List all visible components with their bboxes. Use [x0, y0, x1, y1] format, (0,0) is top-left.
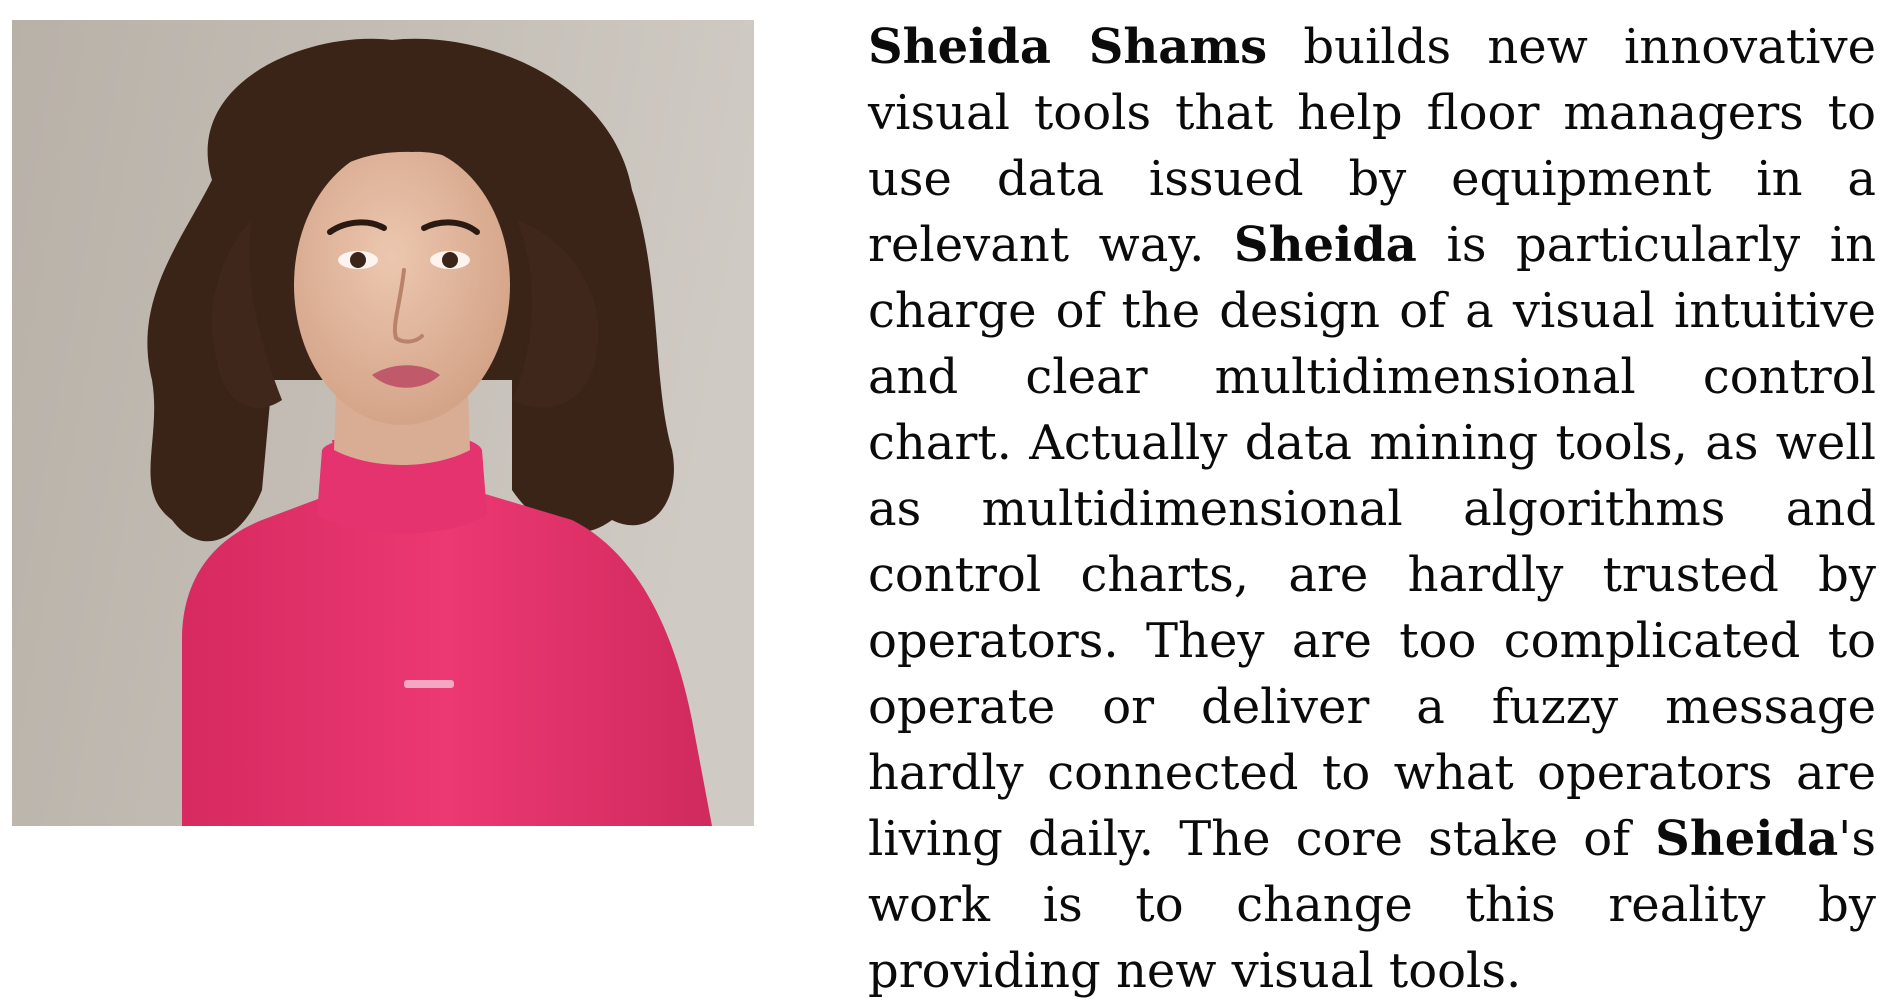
- bio-text-2: is particularly in charge of the design of a visual intuitive and clear multidimensional control chart. Actually data mining tools, as well as multidimensional algorithms and control charts, are hardly trusted by operators. They are too complicated to operate or deliver a fuzzy message hardly connected to what operators are living daily. The core stake of: [868, 217, 1876, 867]
- portrait-photo: [12, 20, 754, 826]
- bio-first-name: Sheida: [1655, 811, 1839, 867]
- bio-paragraph: [868, 14, 1876, 1004]
- bio-first-name: Sheida: [1233, 217, 1417, 273]
- portrait-illustration: [12, 20, 754, 826]
- bio-text-3: 's work is to change this reality by providing new visual tools.: [868, 811, 1876, 999]
- sweater-logo: [404, 680, 454, 688]
- bio-name: Sheida Shams: [868, 19, 1268, 75]
- bio-text-1: builds new innovative visual tools that help floor managers to use data issued by equipment in a relevant way.: [868, 19, 1877, 273]
